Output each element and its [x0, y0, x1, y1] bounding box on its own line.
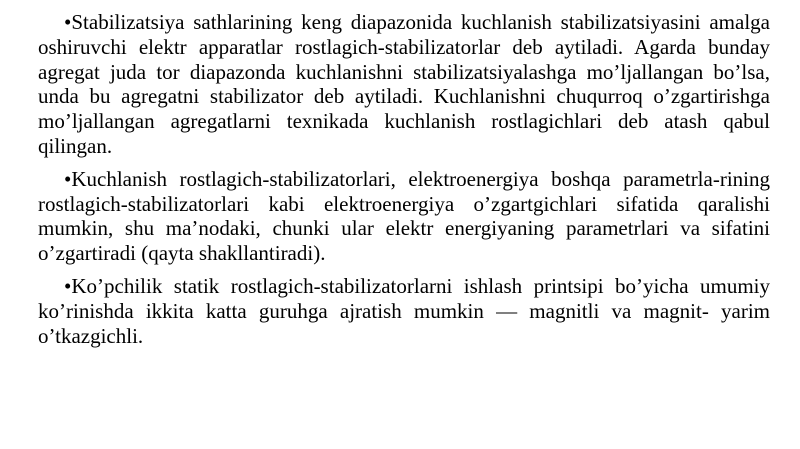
bullet: •: [64, 273, 72, 298]
bullet: •: [64, 166, 72, 191]
slide-body: [38, 10, 770, 440]
paragraph-text: Kuchlanish rostlagich-stabilizatorlari, elektroenergiya boshqa parametrla-rining rostlagich-stabilizatorlari kabi elektroenergiya o’zgartgichlari sifatida qaralishi mumkin, shu ma’nodaki, chunki ular elektr energiyaning parametrlari va sifatini o’zgartiradi (qayta shakllantiradi).: [38, 166, 770, 266]
paragraph-2: [38, 167, 770, 266]
paragraph-text: Ko’pchilik statik rostlagich-stabilizatorlarni ishlash printsipi bo’yicha umumiy ko’rinishda ikkita katta guruhga ajratish mumkin — magnitli va magnit- yarim o’tkazgichli.: [38, 273, 770, 348]
bullet: •: [64, 10, 72, 34]
paragraph-3: [38, 274, 770, 348]
paragraph-text: Stabilizatsiya sathlarining keng diapazonida kuchlanish stabilizatsiyasini amalga oshiruvchi elektr apparatlar rostlagich-stabilizatorlar deb aytiladi. Agarda bunday agregat juda tor diapazonda kuchlanishni stabilizatsiyalashga mo’ljallangan bo’lsa, unda bu agregatni stabilizator deb aytiladi. Kuchlanishni chuqurroq o’zgartirishga mo’ljallangan agregatlarni texnikada kuchlanish rostlagichlari deb atash qabul qilingan.: [38, 10, 770, 158]
paragraph-1: [38, 10, 770, 159]
